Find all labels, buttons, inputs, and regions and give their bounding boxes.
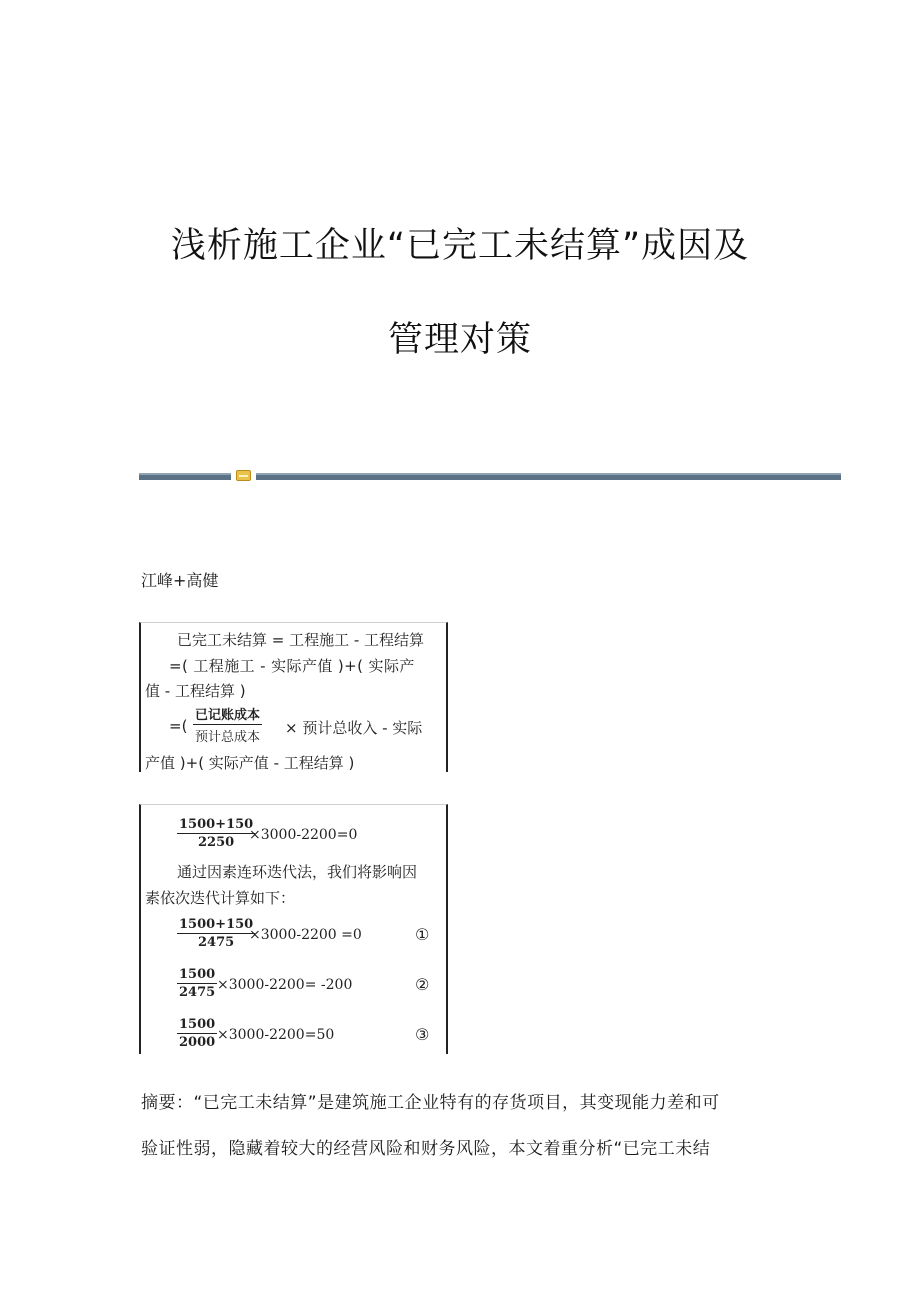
fraction-denominator: 2475 — [198, 935, 235, 950]
page-title-continued: 管理对策 — [387, 320, 532, 360]
formula-expression: ×3000-2200=50 — [217, 1027, 335, 1043]
formula-line: × 预计总收入 - 实际 — [285, 719, 423, 737]
formula-fraction — [177, 917, 255, 950]
fraction-numerator: 已记账成本 — [193, 704, 262, 725]
decorative-divider — [139, 470, 841, 482]
fraction-denominator: 预计总成本 — [195, 730, 261, 745]
formula-text: 通过因素连环迭代法，我们将影响因 — [177, 863, 418, 881]
fraction-numerator: 1500 — [179, 1017, 216, 1032]
fraction-denominator: 2250 — [198, 835, 235, 850]
formula-line: =( 工程施工 - 实际产值 )+( 实际产 — [169, 657, 415, 675]
formula-line: 产值 )+( 实际产值 - 工程结算 ) — [145, 754, 355, 772]
page-title: 浅析施工企业“已完工未结算”成因及 — [170, 226, 750, 266]
formula-expression: ×3000-2200=0 — [249, 827, 358, 843]
divider-emblem-icon — [236, 470, 251, 481]
fraction-numerator: 1500+150 — [179, 917, 254, 932]
divider-bar-right — [256, 473, 841, 480]
formula-text: 素依次迭代计算如下： — [145, 889, 296, 907]
formula-line: =( — [169, 717, 188, 735]
formula-line: 已完工未结算 = 工程施工 - 工程结算 — [177, 631, 425, 649]
formula-fraction — [177, 1017, 217, 1050]
authors: 江峰+高健 — [141, 571, 219, 590]
divider-bar-left — [139, 473, 231, 480]
formula-fraction — [177, 817, 255, 850]
abstract-line: 验证性弱，隐藏着较大的经营风险和财务风险，本文着重分析“已完工未结 — [141, 1139, 711, 1159]
formula-expression: ×3000-2200= -200 — [217, 977, 353, 993]
abstract-line: 摘要：“已完工未结算”是建筑施工企业特有的存货项目，其变现能力差和可 — [141, 1093, 720, 1113]
fraction-denominator: 2475 — [179, 985, 216, 1000]
formula-image-2 — [139, 804, 448, 1054]
formula-fraction — [193, 704, 262, 745]
formula-fraction — [177, 967, 217, 1000]
fraction-denominator: 2000 — [179, 1035, 216, 1050]
fraction-numerator: 1500+150 — [179, 817, 254, 832]
equation-marker: ② — [415, 975, 430, 994]
formula-image-1 — [139, 622, 448, 772]
fraction-numerator: 1500 — [179, 967, 216, 982]
equation-marker: ③ — [415, 1025, 430, 1044]
equation-marker: ① — [415, 925, 430, 944]
formula-expression: ×3000-2200 =0 — [249, 927, 362, 943]
formula-line: 值 - 工程结算 ) — [145, 682, 246, 700]
